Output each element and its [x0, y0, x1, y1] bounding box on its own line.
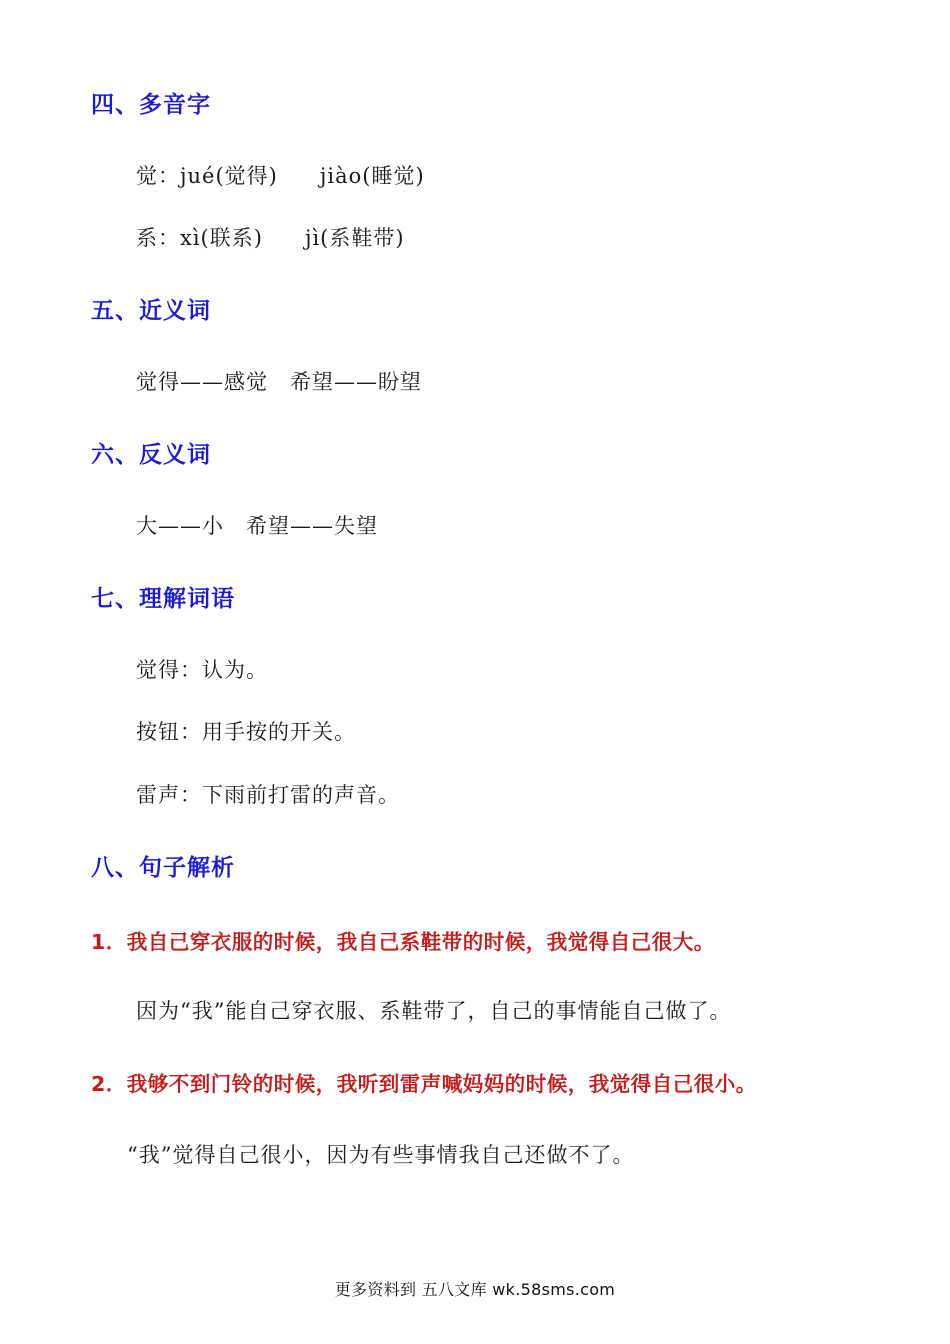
- synonym-pair: 觉得——感觉: [136, 370, 268, 394]
- synonym-pair: 希望——盼望: [290, 370, 422, 394]
- polyphonic-row-2: [136, 222, 405, 252]
- section-heading-sentence-analysis: 八、句子解析: [91, 855, 235, 881]
- polyphonic-item: 系：xì(联系): [136, 226, 263, 250]
- polyphonic-item: 觉：jué(觉得): [136, 164, 278, 188]
- section-heading-vocabulary: 七、理解词语: [91, 586, 235, 612]
- sentence-answer-2: “我”觉得自己很小，因为有些事情我自己还做不了。: [127, 1143, 635, 1167]
- section-heading-polyphonic: 四、多音字: [91, 92, 211, 118]
- synonym-line: [136, 366, 422, 396]
- section-heading-synonyms: 五、近义词: [91, 298, 211, 324]
- sentence-answer-1: 因为“我”能自己穿衣服、系鞋带了，自己的事情能自己做了。: [136, 999, 732, 1023]
- vocabulary-item: 觉得：认为。: [136, 658, 268, 682]
- footer-link[interactable]: 更多资料到 五八文库 wk.58sms.com: [334, 1280, 616, 1299]
- antonym-pair: 希望——失望: [246, 514, 378, 538]
- antonym-line: [136, 510, 378, 540]
- sentence-question-2: 2．我够不到门铃的时候，我听到雷声喊妈妈的时候，我觉得自己很小。: [91, 1072, 757, 1096]
- sentence-question-1: 1．我自己穿衣服的时候，我自己系鞋带的时候，我觉得自己很大。: [91, 930, 715, 954]
- vocabulary-item: 雷声：下雨前打雷的声音。: [136, 783, 400, 807]
- antonym-pair: 大——小: [136, 514, 224, 538]
- polyphonic-item: jiào(睡觉): [319, 164, 425, 188]
- polyphonic-item: jì(系鞋带): [304, 226, 405, 250]
- vocabulary-item: 按钮：用手按的开关。: [136, 720, 356, 744]
- section-heading-antonyms: 六、反义词: [91, 442, 211, 468]
- polyphonic-row-1: [136, 160, 425, 190]
